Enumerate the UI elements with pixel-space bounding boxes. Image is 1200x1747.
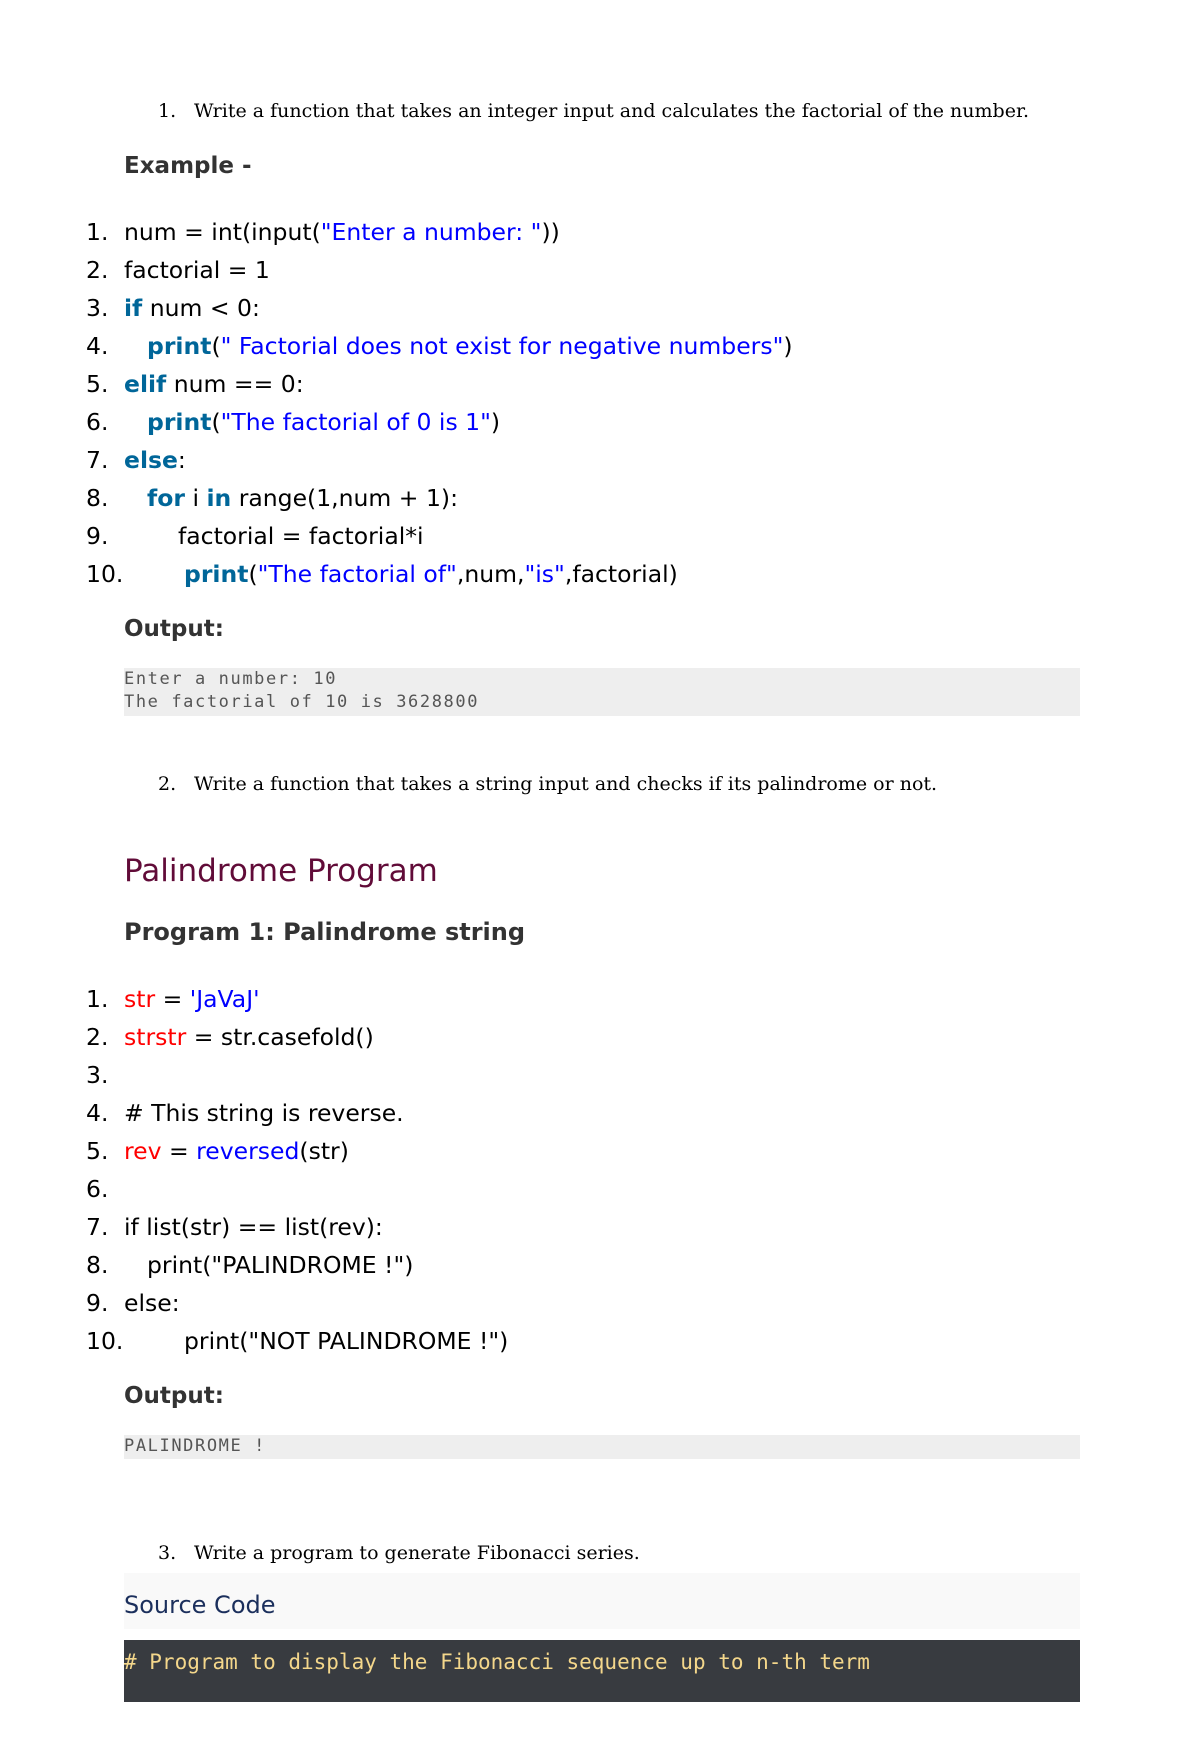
question-number: 1.	[158, 100, 177, 122]
code-line: 10. print("The factorial of",num,"is",factorial)	[86, 560, 678, 588]
code-line: 3.	[86, 1061, 109, 1089]
output-box	[124, 1435, 1080, 1459]
question-text: Write a program to generate Fibonacci series.	[194, 1542, 640, 1564]
code-line: 7. else:	[86, 446, 186, 474]
code-line: 8. for i in range(1,num + 1):	[86, 484, 458, 512]
code-line: 1. str = 'JaVaJ'	[86, 985, 260, 1013]
code-line: 5. elif num == 0:	[86, 370, 304, 398]
code-line: 6.	[86, 1175, 109, 1203]
output-box	[124, 668, 1080, 716]
code-line: 4. print(" Factorial does not exist for negative numbers")	[86, 332, 793, 360]
code-line: 9. factorial = factorial*i	[86, 522, 424, 550]
output-line: Enter a number: 10	[124, 669, 338, 689]
factorial-code	[86, 213, 1086, 593]
palindrome-code	[86, 980, 1086, 1360]
question-number: 2.	[158, 773, 177, 795]
fibonacci-code-block	[124, 1640, 1080, 1702]
code-line: 8. print("PALINDROME !")	[86, 1251, 414, 1279]
question-2	[158, 773, 937, 795]
code-comment: # Program to display the Fibonacci sequence up to n-th term	[124, 1650, 870, 1674]
code-line: 5. rev = reversed(str)	[86, 1137, 349, 1165]
code-line: 7. if list(str) == list(rev):	[86, 1213, 383, 1241]
output-label: Output:	[124, 1383, 224, 1409]
question-1	[158, 100, 1029, 122]
code-line: 4. # This string is reverse.	[86, 1099, 404, 1127]
code-line: 9. else:	[86, 1289, 180, 1317]
code-line: 1. num = int(input("Enter a number: "))	[86, 218, 560, 246]
output-line: The factorial of 10 is 3628800	[124, 692, 480, 712]
output-label: Output:	[124, 616, 224, 642]
question-number: 3.	[158, 1542, 177, 1564]
palindrome-heading: Palindrome Program	[124, 853, 438, 889]
code-line: 2. strstr = str.casefold()	[86, 1023, 374, 1051]
question-text: Write a function that takes a string input and checks if its palindrome or not.	[194, 773, 938, 795]
code-line: 3. if num < 0:	[86, 294, 260, 322]
question-text: Write a function that takes an integer input and calculates the factorial of the number.	[194, 100, 1029, 122]
question-3	[158, 1542, 640, 1564]
source-code-title: Source Code	[124, 1591, 276, 1619]
example-label: Example -	[124, 153, 252, 179]
output-line: PALINDROME !	[124, 1436, 267, 1456]
code-line: 10. print("NOT PALINDROME !")	[86, 1327, 509, 1355]
code-line: 2. factorial = 1	[86, 256, 270, 284]
program-1-heading: Program 1: Palindrome string	[124, 918, 526, 946]
code-line: 6. print("The factorial of 0 is 1")	[86, 408, 501, 436]
